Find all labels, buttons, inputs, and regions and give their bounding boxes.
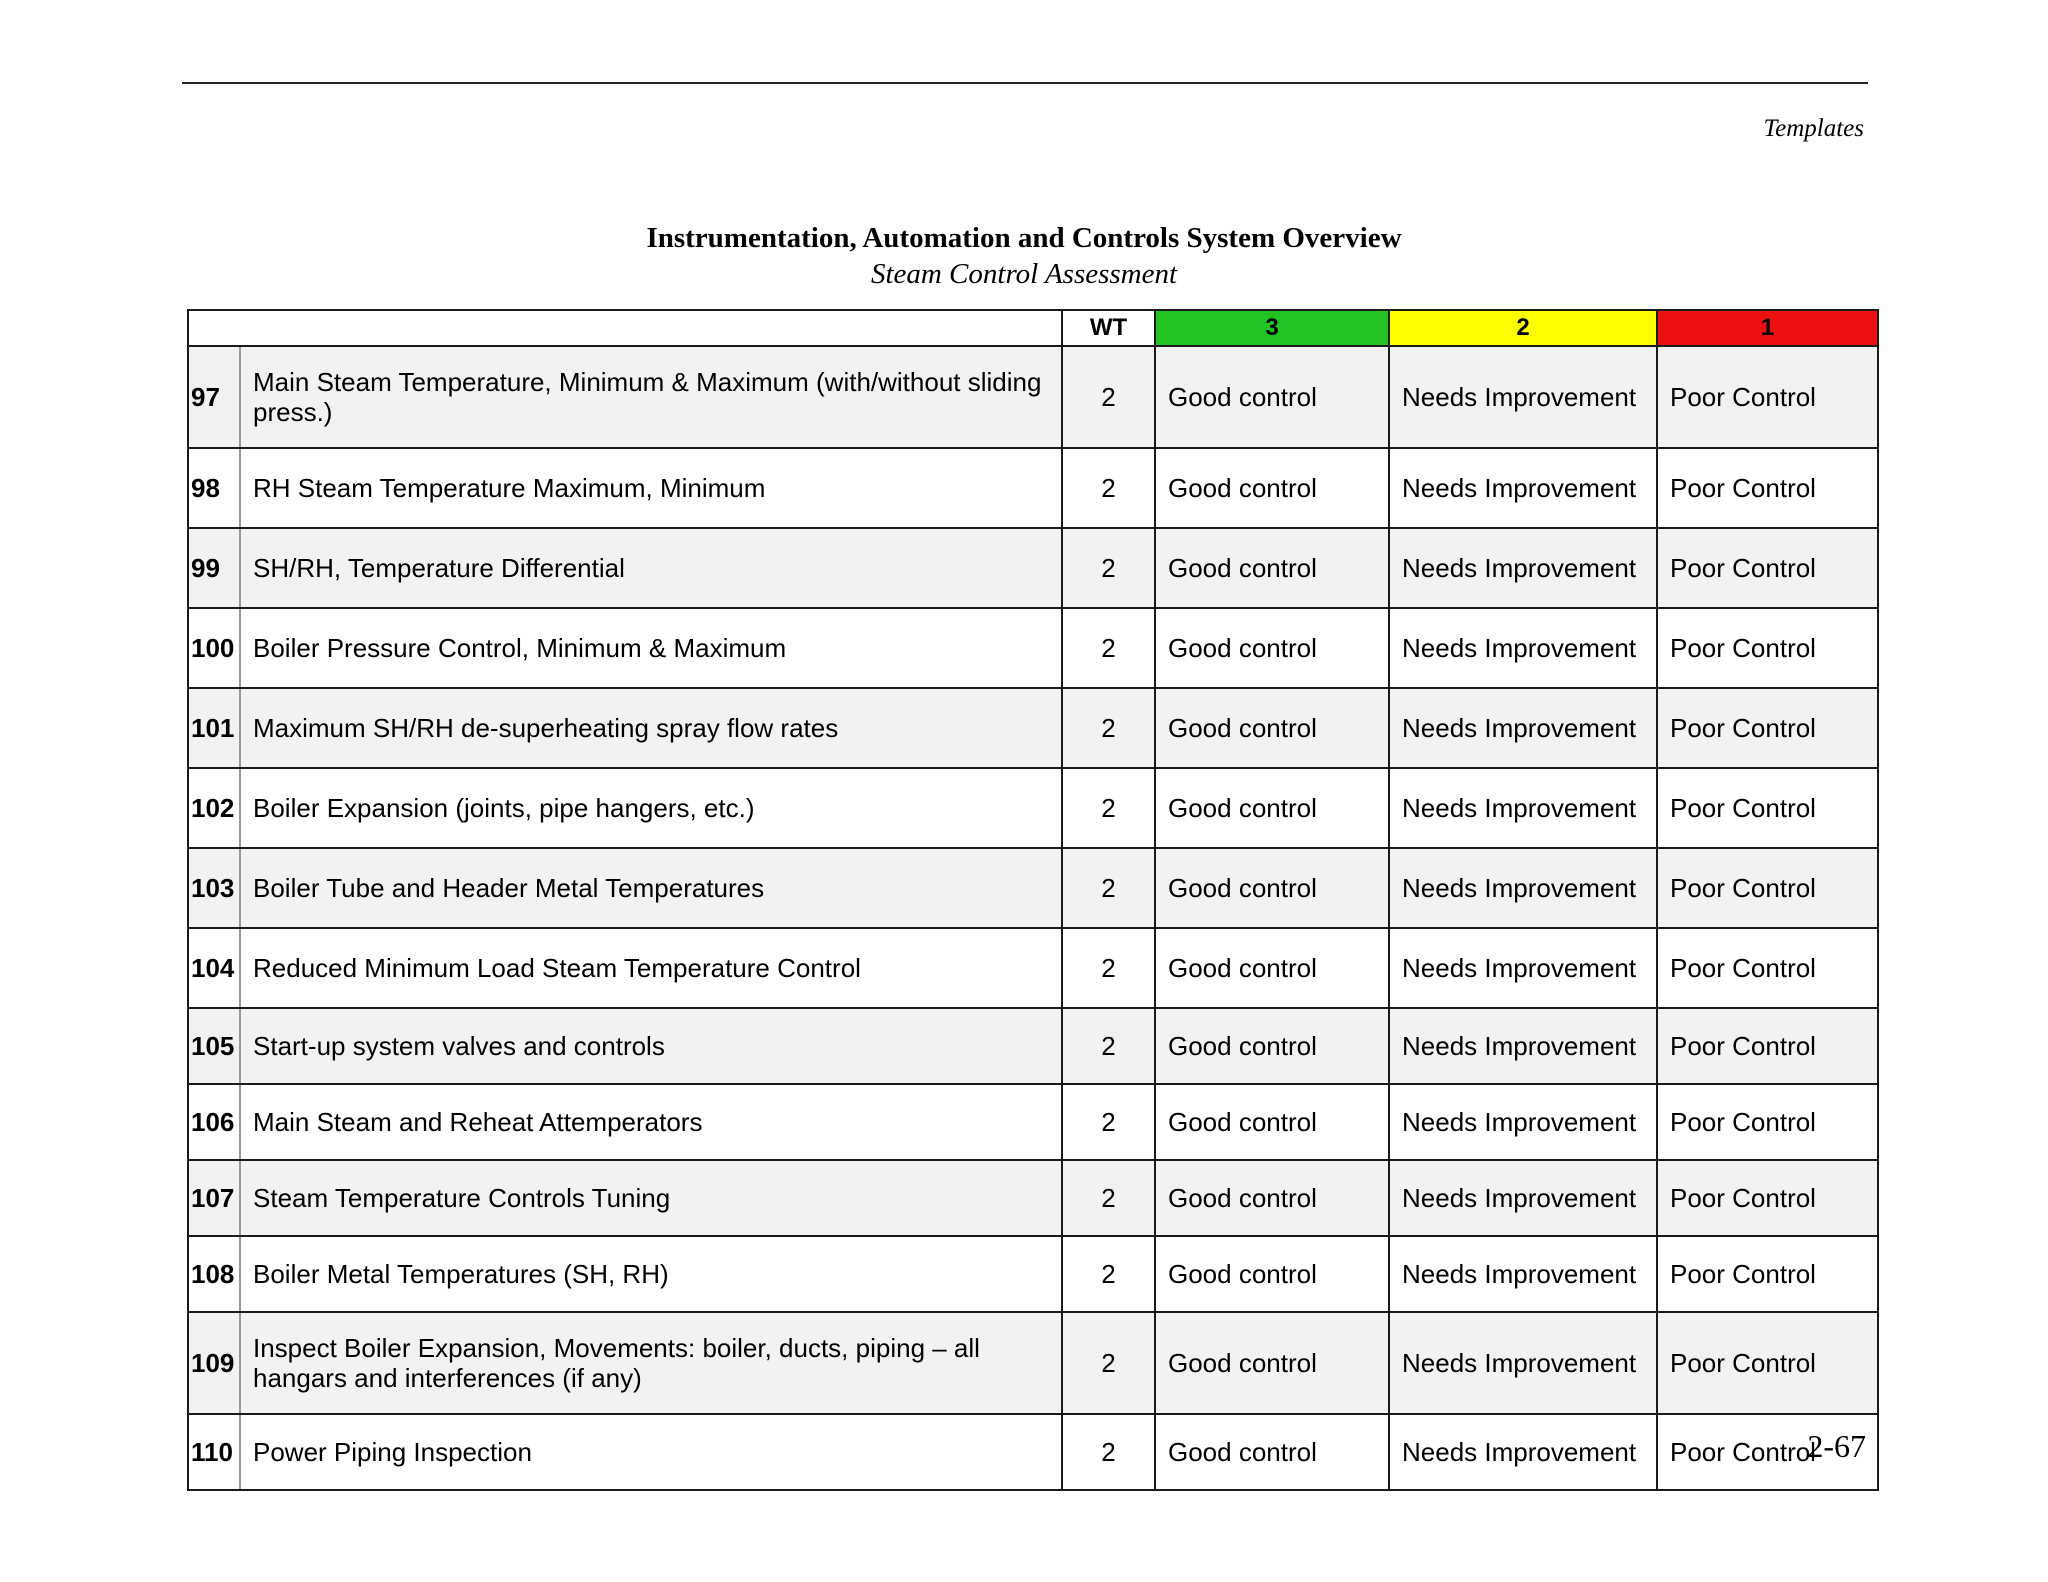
row-poor: Poor Control bbox=[1657, 1008, 1878, 1084]
row-needs: Needs Improvement bbox=[1389, 848, 1657, 928]
row-good: Good control bbox=[1155, 1008, 1389, 1084]
row-good: Good control bbox=[1155, 1160, 1389, 1236]
header-rule bbox=[182, 82, 1868, 84]
header-score-3: 3 bbox=[1155, 310, 1389, 346]
row-poor: Poor Control bbox=[1657, 688, 1878, 768]
row-needs: Needs Improvement bbox=[1389, 1084, 1657, 1160]
row-weight: 2 bbox=[1062, 528, 1155, 608]
row-item: Main Steam Temperature, Minimum & Maximum (with/without sliding press.) bbox=[240, 346, 1062, 448]
row-weight: 2 bbox=[1062, 848, 1155, 928]
row-number: 97 bbox=[188, 346, 240, 448]
table-row bbox=[188, 928, 1878, 1008]
row-needs: Needs Improvement bbox=[1389, 1312, 1657, 1414]
row-poor: Poor Control bbox=[1657, 1236, 1878, 1312]
row-weight: 2 bbox=[1062, 768, 1155, 848]
row-poor: Poor Control bbox=[1657, 346, 1878, 448]
row-number: 109 bbox=[188, 1312, 240, 1414]
row-good: Good control bbox=[1155, 346, 1389, 448]
table-row bbox=[188, 1236, 1878, 1312]
row-good: Good control bbox=[1155, 608, 1389, 688]
row-needs: Needs Improvement bbox=[1389, 608, 1657, 688]
row-weight: 2 bbox=[1062, 1160, 1155, 1236]
row-item: Reduced Minimum Load Steam Temperature Control bbox=[240, 928, 1062, 1008]
table-row bbox=[188, 448, 1878, 528]
row-item: Boiler Pressure Control, Minimum & Maximum bbox=[240, 608, 1062, 688]
row-poor: Poor Control bbox=[1657, 1160, 1878, 1236]
row-poor: Poor Control bbox=[1657, 1414, 1878, 1490]
row-weight: 2 bbox=[1062, 688, 1155, 768]
row-good: Good control bbox=[1155, 1312, 1389, 1414]
row-number: 104 bbox=[188, 928, 240, 1008]
row-item: Boiler Tube and Header Metal Temperatures bbox=[240, 848, 1062, 928]
row-needs: Needs Improvement bbox=[1389, 1236, 1657, 1312]
row-good: Good control bbox=[1155, 1084, 1389, 1160]
row-poor: Poor Control bbox=[1657, 528, 1878, 608]
row-number: 103 bbox=[188, 848, 240, 928]
row-good: Good control bbox=[1155, 448, 1389, 528]
row-item: Boiler Metal Temperatures (SH, RH) bbox=[240, 1236, 1062, 1312]
row-item: Start-up system valves and controls bbox=[240, 1008, 1062, 1084]
row-number: 101 bbox=[188, 688, 240, 768]
row-number: 105 bbox=[188, 1008, 240, 1084]
row-number: 98 bbox=[188, 448, 240, 528]
header-score-2: 2 bbox=[1389, 310, 1657, 346]
table-row bbox=[188, 1312, 1878, 1414]
section-label: Templates bbox=[1763, 115, 1864, 142]
row-needs: Needs Improvement bbox=[1389, 1160, 1657, 1236]
table-row bbox=[188, 1414, 1878, 1490]
row-needs: Needs Improvement bbox=[1389, 928, 1657, 1008]
row-number: 99 bbox=[188, 528, 240, 608]
row-needs: Needs Improvement bbox=[1389, 768, 1657, 848]
row-weight: 2 bbox=[1062, 448, 1155, 528]
table-row bbox=[188, 768, 1878, 848]
row-good: Good control bbox=[1155, 688, 1389, 768]
page-title: Instrumentation, Automation and Controls System Overview bbox=[646, 222, 1402, 254]
row-needs: Needs Improvement bbox=[1389, 528, 1657, 608]
row-number: 106 bbox=[188, 1084, 240, 1160]
row-item: SH/RH, Temperature Differential bbox=[240, 528, 1062, 608]
table-row bbox=[188, 346, 1878, 448]
row-needs: Needs Improvement bbox=[1389, 448, 1657, 528]
page-number: 2-67 bbox=[1807, 1428, 1866, 1464]
row-poor: Poor Control bbox=[1657, 1312, 1878, 1414]
row-item: Inspect Boiler Expansion, Movements: boiler, ducts, piping – all hangars and interferences (if any) bbox=[240, 1312, 1062, 1414]
row-item: RH Steam Temperature Maximum, Minimum bbox=[240, 448, 1062, 528]
row-weight: 2 bbox=[1062, 346, 1155, 448]
table-row bbox=[188, 1160, 1878, 1236]
row-weight: 2 bbox=[1062, 1008, 1155, 1084]
table-row bbox=[188, 1084, 1878, 1160]
row-poor: Poor Control bbox=[1657, 768, 1878, 848]
header-score-1: 1 bbox=[1657, 310, 1878, 346]
row-number: 107 bbox=[188, 1160, 240, 1236]
row-weight: 2 bbox=[1062, 1236, 1155, 1312]
row-item: Maximum SH/RH de-superheating spray flow rates bbox=[240, 688, 1062, 768]
assessment-table bbox=[187, 309, 1879, 1491]
row-number: 100 bbox=[188, 608, 240, 688]
page-subtitle: Steam Control Assessment bbox=[870, 258, 1178, 290]
row-good: Good control bbox=[1155, 768, 1389, 848]
row-good: Good control bbox=[1155, 1414, 1389, 1490]
row-good: Good control bbox=[1155, 848, 1389, 928]
row-poor: Poor Control bbox=[1657, 448, 1878, 528]
table-row bbox=[188, 528, 1878, 608]
row-needs: Needs Improvement bbox=[1389, 346, 1657, 448]
row-poor: Poor Control bbox=[1657, 928, 1878, 1008]
row-item: Boiler Expansion (joints, pipe hangers, etc.) bbox=[240, 768, 1062, 848]
table-row bbox=[188, 1008, 1878, 1084]
row-item: Main Steam and Reheat Attemperators bbox=[240, 1084, 1062, 1160]
row-weight: 2 bbox=[1062, 1312, 1155, 1414]
row-good: Good control bbox=[1155, 528, 1389, 608]
row-number: 110 bbox=[188, 1414, 240, 1490]
table-row bbox=[188, 848, 1878, 928]
row-needs: Needs Improvement bbox=[1389, 1414, 1657, 1490]
table-body bbox=[188, 346, 1878, 1490]
row-needs: Needs Improvement bbox=[1389, 688, 1657, 768]
row-good: Good control bbox=[1155, 928, 1389, 1008]
row-weight: 2 bbox=[1062, 608, 1155, 688]
row-weight: 2 bbox=[1062, 1084, 1155, 1160]
row-poor: Poor Control bbox=[1657, 1084, 1878, 1160]
table-row bbox=[188, 608, 1878, 688]
row-weight: 2 bbox=[1062, 928, 1155, 1008]
row-poor: Poor Control bbox=[1657, 848, 1878, 928]
row-good: Good control bbox=[1155, 1236, 1389, 1312]
row-poor: Poor Control bbox=[1657, 608, 1878, 688]
header-wt: WT bbox=[1062, 310, 1155, 346]
row-needs: Needs Improvement bbox=[1389, 1008, 1657, 1084]
row-item: Power Piping Inspection bbox=[240, 1414, 1062, 1490]
row-number: 102 bbox=[188, 768, 240, 848]
row-weight: 2 bbox=[1062, 1414, 1155, 1490]
table-row bbox=[188, 688, 1878, 768]
row-number: 108 bbox=[188, 1236, 240, 1312]
table-header-row bbox=[188, 310, 1878, 346]
header-blank-cell bbox=[188, 310, 1062, 346]
row-item: Steam Temperature Controls Tuning bbox=[240, 1160, 1062, 1236]
